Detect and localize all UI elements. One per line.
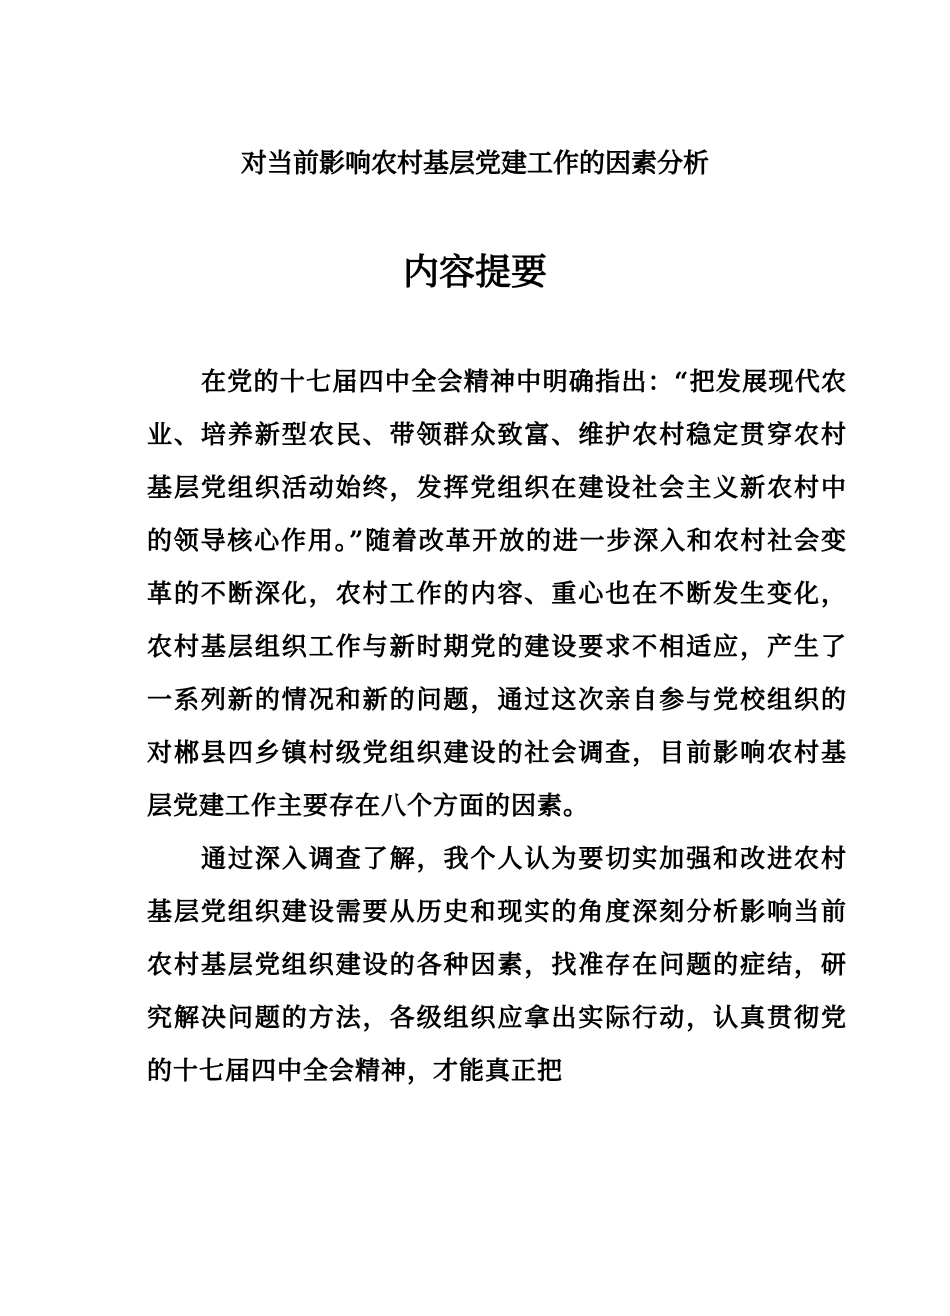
paragraph-2: 通过深入调查了解，我个人认为要切实加强和改进农村基层党组织建设需要从历史和现实的角度深刻分析影响当前农村基层党组织建设的各种因素，找准存在问题的症结，研究解决问题的方法，各级组织应拿出实际行动，认真贯彻党的十七届四中全会精神，才能真正把 <box>147 844 847 1085</box>
paragraph-1: 在党的十七届四中全会精神中明确指出：“把发展现代农业、培养新型农民、带领群众致富、维护农村稳定贯穿农村基层党组织活动始终，发挥党组织在建设社会主义新农村中的领导核心作用。”随着改革开放的进一步深入和农村社会变革的不断深化，农村工作的内容、重心也在不断发生变化，农村基层组织工作与新时期党的建设要求不相适应，产生了一系列新的情况和新的问题，通过这次亲自参与党校组织的对郴县四乡镇村级党组织建设的社会调查，目前影响农村基层党建工作主要存在八个方面的因素。 <box>147 367 847 820</box>
document-title: 对当前影响农村基层党建工作的因素分析 <box>240 149 709 179</box>
document-body <box>147 355 847 1097</box>
section-heading-abstract: 内容提要 <box>402 252 547 293</box>
